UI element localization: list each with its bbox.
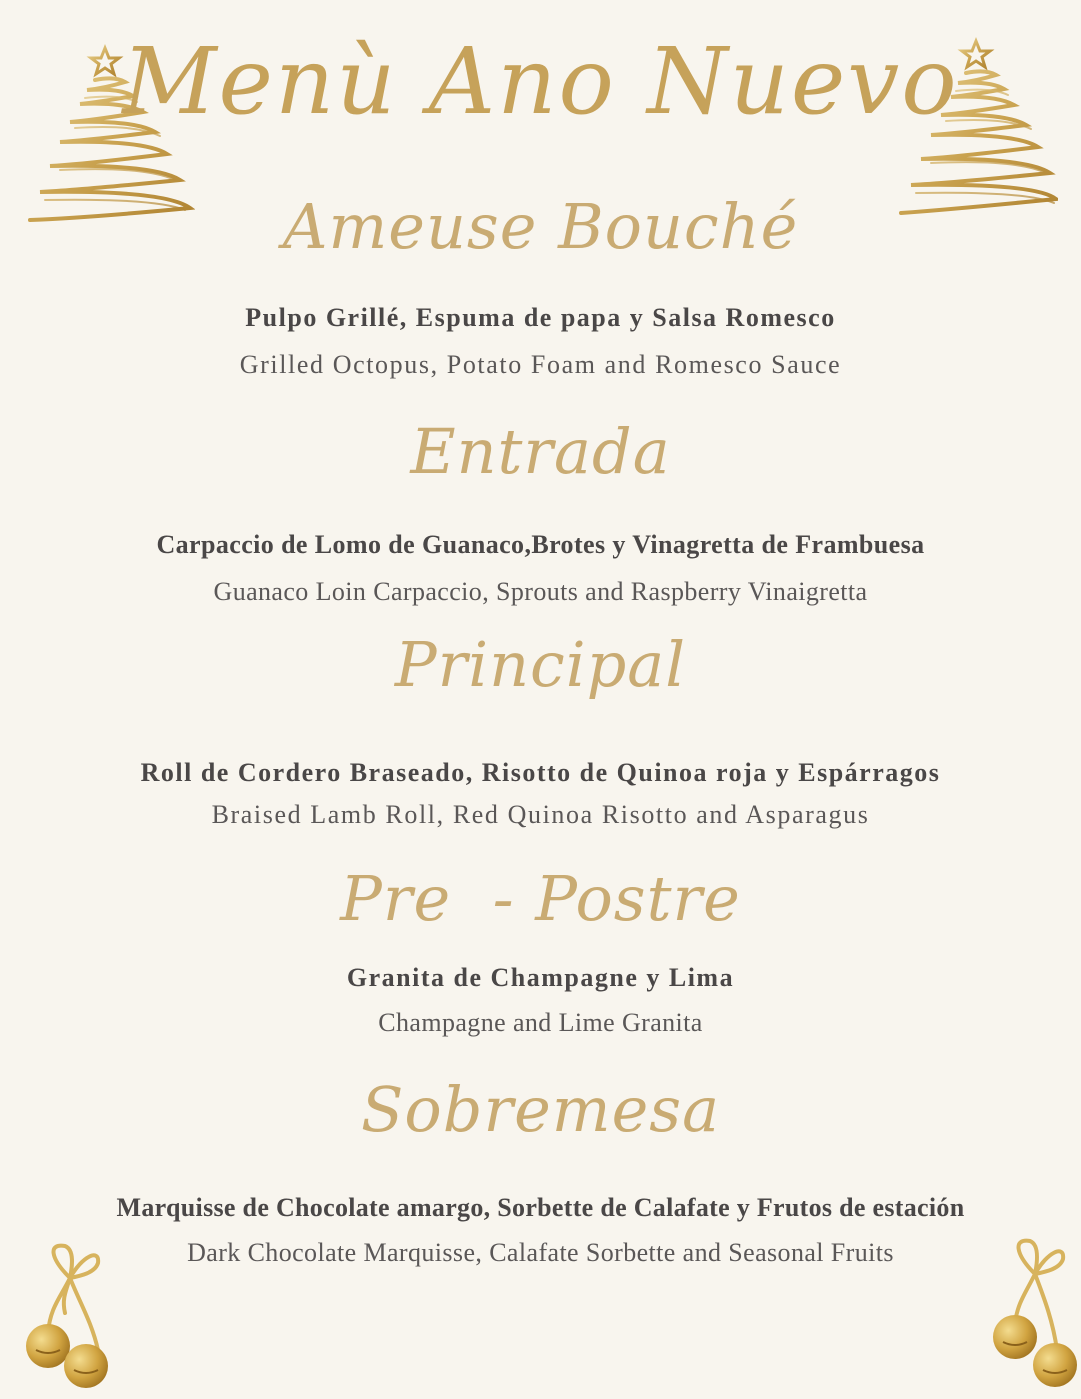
dish-name-spanish: Carpaccio de Lomo de Guanaco,Brotes y Vinagretta de Frambuesa: [156, 530, 925, 559]
section-heading-sobremesa: Sobremesa: [360, 1073, 721, 1146]
dish-name-spanish: Marquisse de Chocolate amargo, Sorbette de Calafate y Frutos de estación: [116, 1193, 965, 1222]
dish-name-english: Guanaco Loin Carpaccio, Sprouts and Raspberry Vinaigretta: [213, 577, 868, 606]
dish-name-english: Braised Lamb Roll, Red Quinoa Risotto and Asparagus: [211, 800, 870, 829]
section-heading-amuse-bouche: Ameuse Bouché: [282, 190, 799, 263]
section-heading-pre-postre: Pre - Postre: [340, 862, 741, 935]
dish-name-spanish: Pulpo Grillé, Espuma de papa y Salsa Romesco: [245, 303, 836, 332]
dish-name-english: Dark Chocolate Marquisse, Calafate Sorbette and Seasonal Fruits: [187, 1238, 894, 1267]
dish-name-english: Grilled Octopus, Potato Foam and Romesco Sauce: [239, 350, 842, 379]
dish-name-english: Champagne and Lime Granita: [378, 1008, 703, 1037]
section-heading-entrada: Entrada: [410, 415, 671, 488]
dish-name-spanish: Granita de Champagne y Lima: [346, 963, 735, 992]
section-heading-principal: Principal: [394, 628, 687, 701]
menu-title: Menù Ano Nuevo: [122, 28, 959, 135]
dish-name-spanish: Roll de Cordero Braseado, Risotto de Quinoa roja y Espárragos: [140, 758, 941, 787]
